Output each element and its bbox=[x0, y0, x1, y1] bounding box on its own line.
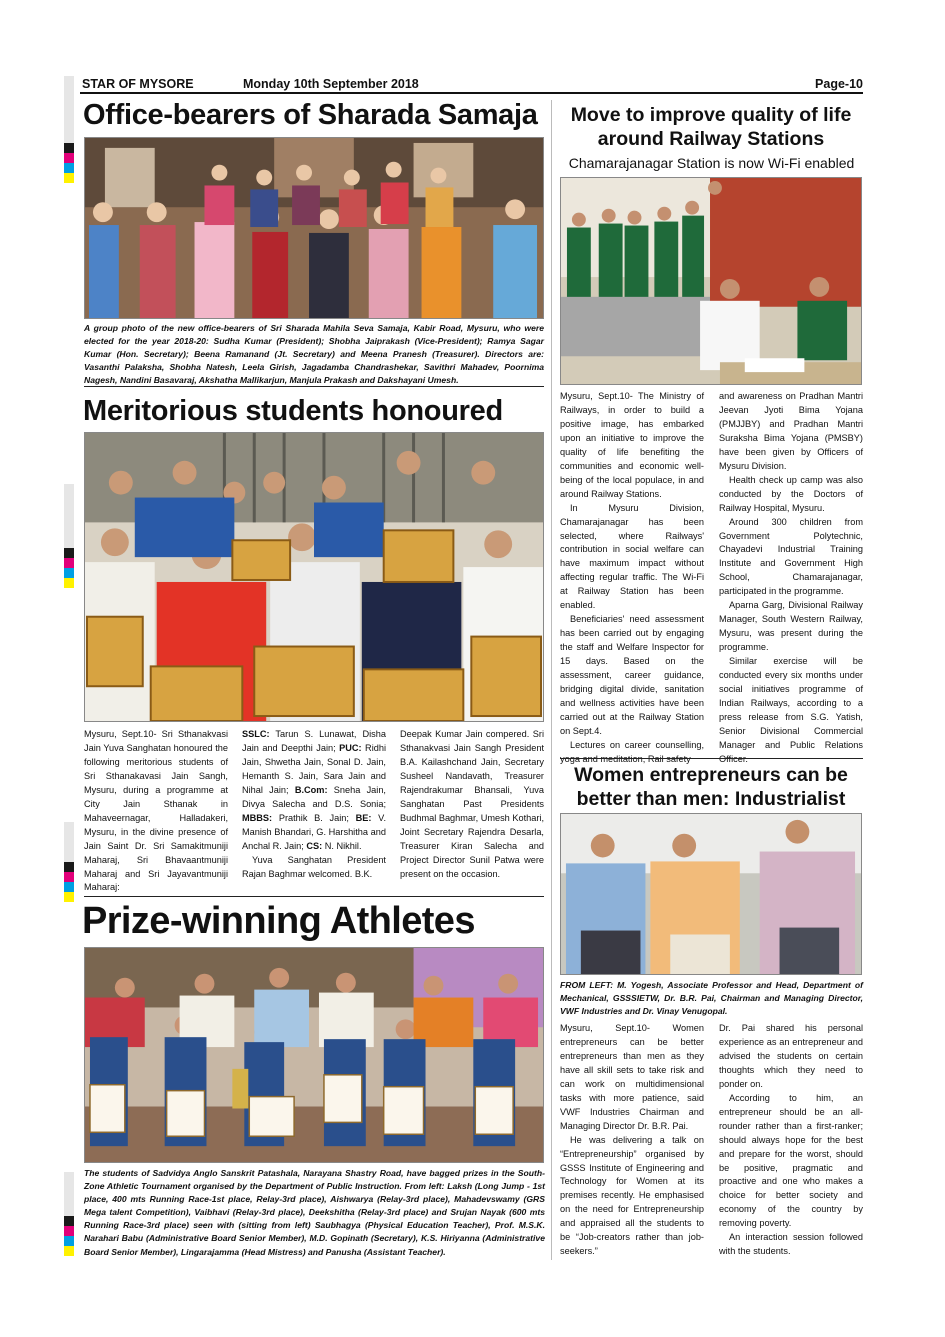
page-number: Page-10 bbox=[815, 77, 863, 91]
railway-headline bbox=[556, 103, 866, 151]
athletes-headline: Prize-winning Athletes bbox=[82, 900, 475, 942]
railway-paragraph: Around 300 children from Government Polytechnic, Chayadevi Industrial Training Institute and Government High School, Chamarajanagar, participated in the programme. bbox=[719, 516, 863, 597]
margin-bar-bottom bbox=[64, 1172, 74, 1220]
meritorious-column-3 bbox=[400, 728, 544, 881]
women-paragraph: Mysuru, Sept.10- Women entrepreneurs can be better entrepreneurs than men as they have all skill sets to take risk and can work on multidimensional tasks with more patience, said VWF Industries Chairman and Managing Director Dr. B.R. Pai. bbox=[560, 1023, 704, 1131]
be-label: BE: bbox=[355, 812, 372, 823]
railway-headline-line-1: Move to improve quality of life bbox=[570, 104, 852, 126]
issue-date: Monday 10th September 2018 bbox=[243, 77, 419, 91]
mbbs-names: Prathik B. Jain; bbox=[272, 812, 356, 823]
sharada-headline: Office-bearers of Sharada Samaja bbox=[83, 99, 538, 131]
railway-column-1 bbox=[560, 390, 704, 767]
puc-label: PUC: bbox=[339, 742, 362, 753]
mbbs-label: MBBS: bbox=[242, 812, 273, 823]
be-names: V. Manish Bhandari, G. Harshitha and Anchal R. Jain; bbox=[242, 812, 386, 851]
women-headline-line-2: better than men: Industrialist bbox=[576, 788, 846, 810]
railway-paragraph: In Mysuru Division, Chamarajanagar has been selected, where Railways' contribution in social welfare can have maximum impact without affecting regular traffic. The Wi-Fi at Railway Station has been enabled. bbox=[560, 502, 704, 611]
bcom-names: Sneha Jain, Divya Salecha and D.S. Sonia; bbox=[242, 784, 386, 809]
women-caption: FROM LEFT: M. Yogesh, Associate Professor and Head, Department of Mechanical, GSSSIETW, Dr. B.R. Pai, Chairman and Managing Director, VWF Industries and Dr. Vinay Venugopal. bbox=[560, 980, 863, 1017]
sslc-names: Tarun S. Lunawat, Disha Jain and Deepthi Jain; bbox=[242, 729, 386, 753]
railway-kicker: Chamarajanagar Station is now Wi-Fi enabled bbox=[568, 155, 855, 171]
railway-paragraph: Lectures on career counselling, bbox=[570, 739, 704, 750]
women-paragraph: Dr. Pai shared his personal experience as an entrepreneur and advised the students on certain thoughts which they need to ponder on. bbox=[719, 1023, 863, 1089]
meritorious-headline: Meritorious students honoured bbox=[83, 395, 503, 427]
railway-station-photo bbox=[560, 177, 862, 385]
divider-rule bbox=[84, 386, 544, 387]
registration-mark-lower bbox=[64, 862, 74, 902]
women-headline bbox=[556, 763, 866, 811]
athletes-caption: The students of Sadvidya Anglo Sanskrit Patashala, Narayana Shastry Road, have bagged prizes in the South-Zone Athletic Tournament organised by the Department of Public Instruction. From left: Laksh (Long Jump - 1st place, 400 mts Running Race-1st place, Relay-3rd place), Aishwarya (Relay-3rd place), Mahadevswamy (GRS Mega talent Competition), Vaibhavi (Relay-3rd place), Deekshitha (Relay-3rd place) and Srujan Nayak (600 mts Running Race-3rd place) seen with (sitting from left) Saubhagya (Physical Education Teacher), Prof. M.S.K. Narahari Babu (Administrative Board Senior Member), M.D. Gopinath (Secretary), K.S. Hiriyanna (Administrative Board Senior Member), Lingarajamma (Head Mistress) and Panusha (Assistant Teacher). bbox=[84, 1168, 545, 1257]
margin-bar-middle bbox=[64, 484, 74, 548]
column-divider bbox=[551, 100, 552, 1260]
registration-mark-top bbox=[64, 143, 74, 183]
meritorious-paragraph: Deepak Kumar Jain compered. Sri Sthanakvasi Jain Sangh President B.A. Kailashchand Jain, Secretary Susheel Nandavath, Treasurer Rajendrakumar Bhansali, Yuva Sanghatan Past Presidents Budhmal Baghmar, Umesh Kothari, Joint Secretary Rajendra Desarla, Treasurer Kiran Salecha and Project Director Sunil Patwa were present on the occasion. bbox=[400, 729, 545, 879]
meritorious-students-photo bbox=[84, 432, 544, 722]
athletes-group-photo bbox=[84, 947, 544, 1163]
masthead bbox=[80, 76, 863, 94]
paper-name: STAR OF MYSORE bbox=[82, 77, 194, 91]
women-column-2 bbox=[719, 1022, 863, 1259]
cs-label: CS: bbox=[306, 840, 323, 851]
margin-bar-top bbox=[64, 76, 74, 146]
railway-paragraph: Aparna Garg, Divisional Railway Manager, South Western Railway, Mysuru, was present during the programme. bbox=[719, 600, 863, 653]
railway-paragraph: and awareness on Pradhan Mantri Jeevan Jyoti Bima Yojana (PMJJBY) and Pradhan Mantri Suraksha Bima Yojana (PMSBY) have been given by Officers of Mysuru Division. bbox=[719, 391, 863, 471]
railway-paragraph: Mysuru, Sept.10- The Ministry of Railways, in order to build a positive image, has embarked upon an initiative to improve the quality of life benefiting the communities and economic well-being of the local populace, in and around Railway Stations. bbox=[560, 391, 704, 499]
women-headline-line-1: Women entrepreneurs can be bbox=[574, 764, 848, 786]
railway-paragraph: Health check up camp was also conducted by the Doctors of Railway Hospital, Mysuru. bbox=[719, 474, 863, 513]
women-entrepreneurs-photo bbox=[560, 813, 862, 975]
meritorious-list-paragraph bbox=[242, 728, 386, 854]
meritorious-paragraph: Yuva Sanghatan President Rajan Baghmar welcomed. B.K. bbox=[242, 854, 386, 879]
meritorious-paragraph: Mysuru, Sept.10- Sri Sthanakvasi Jain Yuva Sanghatan honoured the following meritorious students of Sri Sthanakavasi Jain Sangh, Mysuru, during a programme at City Jain Sthanak in Mahaveernagar, Halladakeri, Mysuru, in the divine presence of Jain Saint Dr. Sri Samakitmuniji Maharaj, Sri Bhavaantmuniji Maharaj and Sri Jayavantmuniji Maharaj: bbox=[84, 729, 228, 893]
women-column-1 bbox=[560, 1022, 704, 1259]
meritorious-column-2 bbox=[242, 728, 386, 881]
registration-mark-bottom bbox=[64, 1216, 74, 1256]
sharada-group-photo bbox=[84, 137, 544, 319]
railway-headline-line-2: around Railway Stations bbox=[597, 128, 825, 150]
railway-paragraph: Beneficiaries' need assessment has been carried out by engaging the staff and Welfare Inspector for 15 days. Based on the assessment, career guidance, bridging digital divide, sanitation and wellness activities have been carried out at the Railway Station on Sept.4. bbox=[560, 614, 704, 736]
registration-mark-middle bbox=[64, 548, 74, 588]
divider-rule bbox=[84, 896, 544, 897]
puc-names: Ridhi Jain, Shwetha Jain, Sonal D. Jain, Hemanth S. Jain, Sara Jain and Nihal Jain; bbox=[242, 742, 386, 795]
meritorious-column-1 bbox=[84, 728, 228, 895]
sslc-label: SSLC: bbox=[242, 729, 270, 739]
divider-rule bbox=[560, 758, 863, 759]
sharada-caption: A group photo of the new office-bearers of Sri Sharada Mahila Seva Samaja, Kabir Road, Mysuru, who were elected for the year 2018-20: Sudha Kumar (President); Shobha Jaiprakash (Vice-President); Ramya Sagar Kumar (Hon. Secretary); Beena Ramanand (Jt. Secretary) and Meena Pranesh (Treasurer). Directors are: Vasanthi Palaksha, Shobha Natesh, Leela Girish, Jagadamba Chandrashekar, Savithri Mahadev, Poornima Nagesh, Nandini Basavaraj, Akshatha Mallikarjun, Manjula Prakash and Dakshayani Umesh. bbox=[84, 323, 544, 386]
women-paragraph: He was delivering a talk on “Entrepreneurship” organised by GSSS Institute of Engineering and Technology for Women at its premises recently. He emphasised on the need for Entrepreneurship and appraised all the students to be “Job-creators rather than job-seekers.” bbox=[560, 1134, 704, 1257]
railway-paragraph: Similar exercise will be conducted every six months under social initiatives programme of Indian Railways, according to a press release from S.G. Yatish, Senior Divisional Commercial Manager and Public Relations bbox=[719, 656, 863, 750]
women-paragraph: According to him, an entrepreneur should be an all-rounder rather than a first-ranker; should always hope for the best and prepare for the worst, should be positive, pragmatic and proactive and one who makes a choice for better society and economy of the country by removing poverty. bbox=[719, 1092, 863, 1229]
railway-column-2 bbox=[719, 390, 863, 767]
bcom-label: B.Com: bbox=[294, 784, 328, 795]
women-paragraph: An interaction session followed with the students. bbox=[719, 1232, 863, 1257]
cs-names: N. Nikhil. bbox=[322, 840, 362, 851]
